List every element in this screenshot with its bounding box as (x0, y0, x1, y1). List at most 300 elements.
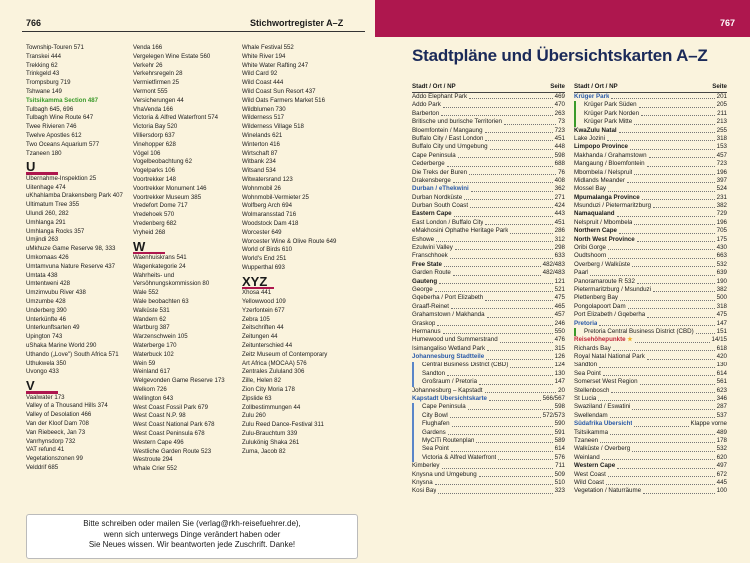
map-name-text: Tzaneen (574, 437, 599, 444)
map-table-row (412, 370, 565, 378)
dot-leader (443, 107, 553, 108)
map-table-row (574, 378, 727, 386)
map-table-row (574, 261, 727, 269)
page-ref: 524 (716, 185, 727, 193)
map-table-row (412, 487, 565, 495)
map-table-row (574, 118, 727, 126)
index-entry: VAT refund 41 (26, 446, 65, 454)
index-entry: Wolfberg Arch 694 (242, 202, 293, 210)
reader-notice-box (26, 514, 358, 559)
index-entry: Wolmaransstad 716 (242, 211, 297, 219)
index-entry: Yzerfontein 677 (242, 306, 285, 314)
index-entry: Vryheid 268 (133, 228, 166, 236)
page-ref: 196 (716, 168, 727, 176)
map-table-row (412, 127, 565, 135)
map-name-text: Nelspruit / Mbombela (574, 218, 633, 226)
map-table-row (574, 236, 727, 244)
map-name (574, 269, 588, 277)
map-name (574, 429, 608, 437)
page-ref: 482/483 (542, 269, 565, 277)
index-entry: Wagenkategorie 24 (133, 262, 186, 270)
map-name (412, 395, 487, 403)
map-name-text: Eastern Cape (412, 210, 452, 218)
dot-leader (510, 233, 552, 234)
map-name-text: Wild Coast (574, 478, 604, 486)
map-table-row (574, 269, 727, 277)
index-entry: White Water Rafting 247 (242, 61, 309, 69)
map-name (574, 227, 617, 235)
dot-leader (470, 207, 553, 208)
index-entry: Trompsburg 719 (26, 79, 71, 87)
index-entry: Underberg 390 (26, 306, 67, 314)
map-name-text: Humewood und Summerstrand (412, 336, 498, 344)
index-entry: Umzimvubu River 438 (26, 289, 86, 297)
index-entry: Wildblumen 730 (242, 105, 286, 113)
map-name-text: Südafrika Übersicht (574, 420, 633, 428)
page-ref: 618 (716, 344, 727, 352)
map-name (574, 127, 617, 135)
index-entry: Wild Oats Farmers Market 516 (242, 96, 325, 104)
map-table-row (574, 101, 727, 109)
dot-leader (450, 417, 541, 418)
index-entry: Wohnmobil-Vermieter 25 (242, 193, 309, 201)
page-ref: 591 (554, 428, 565, 436)
page-ref: 475 (554, 294, 565, 302)
map-name (574, 353, 645, 361)
index-entry: Umtamvuna Nature Reserve 437 (26, 262, 116, 270)
index-entry: Uvongo 433 (26, 368, 59, 376)
map-name-text: Makhanda / Grahamstown (574, 151, 647, 159)
map-name-text: Großraum / Pretoria (422, 378, 478, 386)
dot-leader (453, 275, 541, 276)
map-name (412, 210, 452, 218)
dot-leader (641, 115, 715, 116)
map-name (412, 479, 433, 487)
map-name (574, 370, 601, 378)
map-table-row (412, 345, 565, 353)
map-table-row (412, 353, 565, 361)
index-entry: Zulu Reed Dance-Festival 311 (242, 421, 324, 429)
dot-leader (634, 426, 688, 427)
map-name (412, 345, 485, 353)
page-ref: 614 (716, 369, 727, 377)
index-entry: Zille, Helen 82 (242, 377, 281, 385)
map-table-row (412, 110, 565, 118)
index-entry: Zeitschriften 44 (242, 324, 284, 332)
index-entry: Witwatersrand 123 (242, 175, 293, 183)
right-page-header-band (375, 0, 750, 37)
map-name-text: Panoramaroute R 532 (574, 277, 635, 285)
map-name (412, 93, 467, 101)
map-table-row (412, 143, 565, 151)
index-entry: Voortrekker Monument 146 (133, 184, 207, 192)
dot-leader (468, 409, 553, 410)
map-table-row (412, 236, 565, 244)
index-entry: Witbank 234 (242, 158, 276, 166)
dot-leader (510, 367, 552, 368)
map-table-row (412, 194, 565, 202)
dot-leader (498, 459, 552, 460)
page-ref: 130 (554, 369, 565, 377)
dot-leader (606, 484, 715, 485)
index-entry: Voortrekker 148 (133, 175, 177, 183)
map-name (574, 395, 596, 403)
map-name-text: Pietermaritzburg / Msunduzi (574, 285, 652, 293)
dot-leader (469, 174, 556, 175)
map-name-text: Britische und burische Territorien (412, 118, 502, 126)
index-entry: uKhahlamba Drakensberg Park 407 (26, 192, 123, 200)
map-table-row (412, 462, 565, 470)
index-entry: West Coast National Park 678 (133, 421, 215, 429)
map-name-text: West Coast (574, 470, 606, 478)
page-ref: 14/15 (711, 336, 727, 344)
notice-line: wenn sich unterwegs Dinge verändert haben oder (103, 529, 281, 539)
index-entry: World of Birds 610 (242, 246, 293, 254)
map-name-text: Walküste / Overberg (574, 445, 631, 453)
dot-leader (598, 400, 714, 401)
dot-leader (608, 258, 714, 259)
map-name-text: Cape Peninsula (422, 403, 466, 411)
map-name-text: Sandton (422, 369, 446, 377)
map-name (574, 454, 600, 462)
page-ref: 73 (558, 118, 565, 126)
index-entry: Upington 743 (26, 333, 63, 341)
dot-leader (437, 325, 552, 326)
dot-leader (435, 291, 553, 292)
index-entry: Worcester 649 (242, 228, 282, 236)
map-name (574, 412, 608, 420)
dot-leader (610, 417, 715, 418)
map-table-row (412, 135, 565, 143)
index-entry: Wild Coast 444 (242, 79, 284, 87)
index-entry: Umtata 438 (26, 271, 58, 279)
map-name-text: Flughafen (422, 420, 450, 428)
dot-leader (617, 468, 715, 469)
map-name (412, 303, 449, 311)
map-table-row (412, 412, 565, 420)
page-ref: 561 (716, 378, 727, 386)
map-name (412, 278, 437, 286)
map-table-row (574, 127, 727, 135)
index-entry: Verkehr 26 (133, 61, 163, 69)
map-name-text: Lake Jozini (574, 134, 605, 142)
map-name (412, 194, 462, 202)
map-table-row (412, 210, 565, 218)
map-table-row (574, 252, 727, 260)
index-entry: Two Oceans Aquarium 577 (26, 140, 100, 148)
map-name-text: Bloemfontein / Mangaung (412, 126, 483, 134)
dot-leader (647, 317, 714, 318)
map-table-row (574, 303, 727, 311)
map-name (574, 185, 606, 193)
index-entry: Welkom 726 (133, 385, 167, 393)
map-name (412, 110, 439, 118)
index-entry: Tshwane 149 (26, 87, 62, 95)
index-entry: Übernahme-Inspektion 25 (26, 174, 97, 182)
dot-leader (471, 191, 553, 192)
index-entry: Umkomaas 426 (26, 254, 69, 262)
map-table-row (412, 454, 565, 462)
index-entry: Wein 59 (133, 359, 156, 367)
map-table-row (412, 445, 565, 453)
page-ref: 688 (554, 160, 565, 168)
map-table-row (574, 471, 727, 479)
map-name (576, 118, 632, 126)
index-entry: Zentrales Zululand 306 (242, 368, 305, 376)
index-entry: Zipslide 63 (242, 394, 272, 402)
dot-leader (619, 132, 715, 133)
map-table-row (412, 387, 565, 395)
page-ref: 589 (554, 437, 565, 444)
map-name-text: Mpumalanga Province (574, 193, 640, 201)
index-entry: Wahrheits- und (133, 271, 175, 279)
dot-leader (613, 350, 715, 351)
page-ref: 723 (716, 160, 727, 168)
page-ref: 153 (716, 143, 727, 151)
index-entry: Ultimatum Tree 355 (26, 201, 80, 209)
dot-leader (634, 174, 714, 175)
index-entry: Zulukönig Shaka 261 (242, 438, 300, 446)
page-ref: 723 (554, 126, 565, 134)
map-table-row (412, 420, 565, 428)
index-entry: Vredefort Dome 717 (133, 202, 188, 210)
dot-leader (490, 149, 553, 150)
page-ref: 448 (554, 143, 565, 151)
map-table-row (412, 479, 565, 487)
map-name (412, 353, 484, 361)
index-entry: Whale Festival 552 (242, 44, 294, 51)
map-name-text: Sandton (574, 361, 598, 369)
index-entry: Zuma, Jacob 82 (242, 447, 286, 455)
map-table-row (412, 403, 565, 411)
index-entry: Zollbestimmungen 44 (242, 403, 301, 411)
dot-leader (634, 124, 715, 125)
map-name-text: Buffalo City / East London (412, 134, 484, 142)
dot-leader (436, 241, 553, 242)
map-name (414, 370, 445, 378)
index-section-letter: W (133, 239, 225, 255)
map-table-row (574, 462, 727, 470)
map-name-text: Oribi Gorge (574, 244, 606, 252)
page-ref: 445 (716, 478, 727, 486)
index-entry: Vergelegen Wine Estate 560 (133, 52, 211, 60)
index-entry: Woodstock Dam 418 (242, 219, 299, 227)
dot-leader (619, 233, 715, 234)
map-name (574, 202, 651, 210)
dot-leader (608, 249, 715, 250)
page-ref: 205 (716, 101, 727, 109)
dot-leader (632, 451, 715, 452)
page-ref: 20 (558, 386, 565, 394)
index-entry: Vermont 555 (133, 87, 168, 95)
index-entry: Victoria Bay 520 (133, 123, 178, 131)
index-entry: Vredehoek 570 (133, 211, 175, 219)
map-name (412, 336, 498, 344)
map-name (412, 252, 448, 260)
map-table-row (574, 93, 727, 101)
dot-leader (500, 342, 553, 343)
page-ref: 147 (554, 378, 565, 386)
dot-leader (599, 325, 714, 326)
map-name-text: Addo Park (412, 101, 441, 109)
map-name-text: KwaZulu Natal (574, 126, 617, 134)
map-table-row (574, 362, 727, 370)
map-name-text: Krüger Park Norden (584, 109, 640, 117)
map-name-text: Knysna (412, 478, 433, 486)
map-name (412, 462, 440, 470)
index-entry: West Coast Peninsula 678 (133, 429, 205, 437)
dot-leader (447, 166, 553, 167)
dot-leader (479, 476, 553, 477)
page-ref: 263 (554, 109, 565, 117)
dot-leader (599, 367, 715, 368)
star-icon: ★ (625, 336, 633, 344)
table1-header (412, 83, 565, 90)
dot-leader (640, 384, 715, 385)
dot-leader (627, 182, 715, 183)
map-table-row (574, 412, 727, 420)
page-ref: 500 (716, 294, 727, 302)
index-entry: Umzumbe 428 (26, 298, 66, 306)
map-table-row (574, 244, 727, 252)
page-ref: 451 (554, 218, 565, 226)
map-name-text: Cape Peninsula (412, 151, 456, 159)
map-name (412, 101, 441, 109)
map-name (574, 303, 626, 311)
column-header-place: Stadt / Ort / NP (412, 83, 456, 90)
index-entry: Witsand 534 (242, 167, 276, 175)
map-name (412, 169, 467, 177)
map-name (574, 378, 638, 386)
dot-leader (486, 359, 552, 360)
page-number-left: 766 (26, 18, 42, 28)
map-name (574, 219, 632, 227)
dot-leader (608, 191, 715, 192)
page-ref: 711 (555, 462, 565, 470)
dot-leader (608, 476, 715, 477)
map-table-row (412, 169, 565, 177)
map-name (574, 387, 609, 395)
page-ref: 475 (716, 311, 727, 319)
map-name (574, 420, 632, 428)
index-entry: Whale Crier 552 (133, 465, 178, 473)
index-entry: Vogelparks 106 (133, 167, 176, 175)
map-table-row (412, 244, 565, 252)
map-table-row (574, 143, 727, 151)
map-table-row (574, 219, 727, 227)
index-entry: Vinehopper 628 (133, 140, 176, 148)
map-name (574, 311, 645, 319)
dot-leader (487, 317, 553, 318)
index-entry: uShaka Marine World 290 (26, 342, 97, 349)
map-name (412, 177, 451, 185)
dot-leader (637, 241, 715, 242)
index-entry: Waterberge 170 (133, 342, 177, 349)
index-entry: Vredenberg 682 (133, 219, 177, 227)
dot-leader (452, 426, 553, 427)
page-ref: 672 (716, 470, 727, 478)
index-column-3 (242, 44, 336, 456)
index-entry: Vaalwater 173 (26, 393, 65, 401)
index-entry: Wohnmobil 26 (242, 184, 281, 192)
map-table-row (412, 269, 565, 277)
map-name (574, 471, 606, 479)
index-entry: Vegetationszonen 99 (26, 455, 83, 463)
map-name-text: Pretoria Central Business District (CBD) (584, 327, 694, 335)
map-name (574, 177, 625, 185)
page-ref: 532 (716, 445, 727, 453)
index-entry: Vanrhynsdorp 732 (26, 437, 76, 445)
map-name-text: MyCiTi Routenplan (422, 437, 475, 444)
page-ref: 532 (716, 260, 727, 268)
map-name-text: Graskop (412, 319, 436, 327)
dot-leader (696, 333, 715, 334)
map-name-text: Paarl (574, 269, 589, 277)
page-ref: 231 (716, 193, 727, 201)
map-name-text: Oudtshoorn (574, 252, 607, 260)
page-ref: 705 (716, 227, 727, 235)
running-header: Stichwortregister A–Z (250, 18, 344, 28)
index-entry: Winterton 416 (242, 140, 280, 148)
map-name-text: Durban / eThekwini (412, 185, 469, 193)
page-ref: 457 (716, 151, 727, 159)
map-table-row (574, 353, 727, 361)
map-name-text: Northern Cape (574, 227, 617, 235)
dot-leader (485, 300, 552, 301)
index-entry: Wirtschaft 87 (242, 149, 278, 157)
map-name (412, 160, 445, 168)
dot-leader (454, 216, 553, 217)
index-entry: Uthukwela 350 (26, 359, 67, 367)
map-name (574, 462, 615, 470)
index-entry: Uitenhage 474 (26, 183, 66, 191)
index-entry: Xhosa 441 (242, 289, 272, 297)
map-table-row (574, 445, 727, 453)
map-table-row (574, 479, 727, 487)
map-name (574, 194, 640, 202)
map-name (576, 110, 639, 118)
index-entry: Wild Card 92 (242, 70, 278, 78)
index-entry: Tzaneen 180 (26, 149, 62, 157)
page-ref: 287 (716, 403, 727, 411)
column-header-place: Stadt / Ort / NP (574, 83, 618, 90)
map-name-text: North West Province (574, 235, 635, 243)
map-name (412, 135, 483, 143)
dot-leader (649, 157, 715, 158)
map-table-row (412, 311, 565, 319)
page-ref: 663 (716, 252, 727, 260)
map-name-text: Swaziland / Eswatini (574, 403, 631, 411)
dot-leader (653, 291, 715, 292)
map-name (574, 487, 641, 495)
dot-leader (485, 224, 552, 225)
dot-leader (610, 434, 715, 435)
index-entry: Zeitungen 44 (242, 333, 278, 341)
page-ref: 318 (716, 302, 727, 310)
map-name (414, 429, 446, 437)
index-entry: Verkehrsregeln 28 (133, 70, 183, 78)
page-ref: 255 (716, 126, 727, 134)
map-table-row (574, 194, 727, 202)
map-table-row (412, 252, 565, 260)
map-name (412, 387, 483, 395)
map-name-text: Franschhoek (412, 252, 448, 260)
map-name-text: Tsitsikamma (574, 428, 609, 436)
column-header-page: Seite (712, 83, 727, 90)
map-name-text: Mangaung / Bloemfontein (574, 160, 645, 168)
map-name (412, 286, 433, 294)
index-entry: Westliche Garden Route 523 (133, 447, 212, 455)
